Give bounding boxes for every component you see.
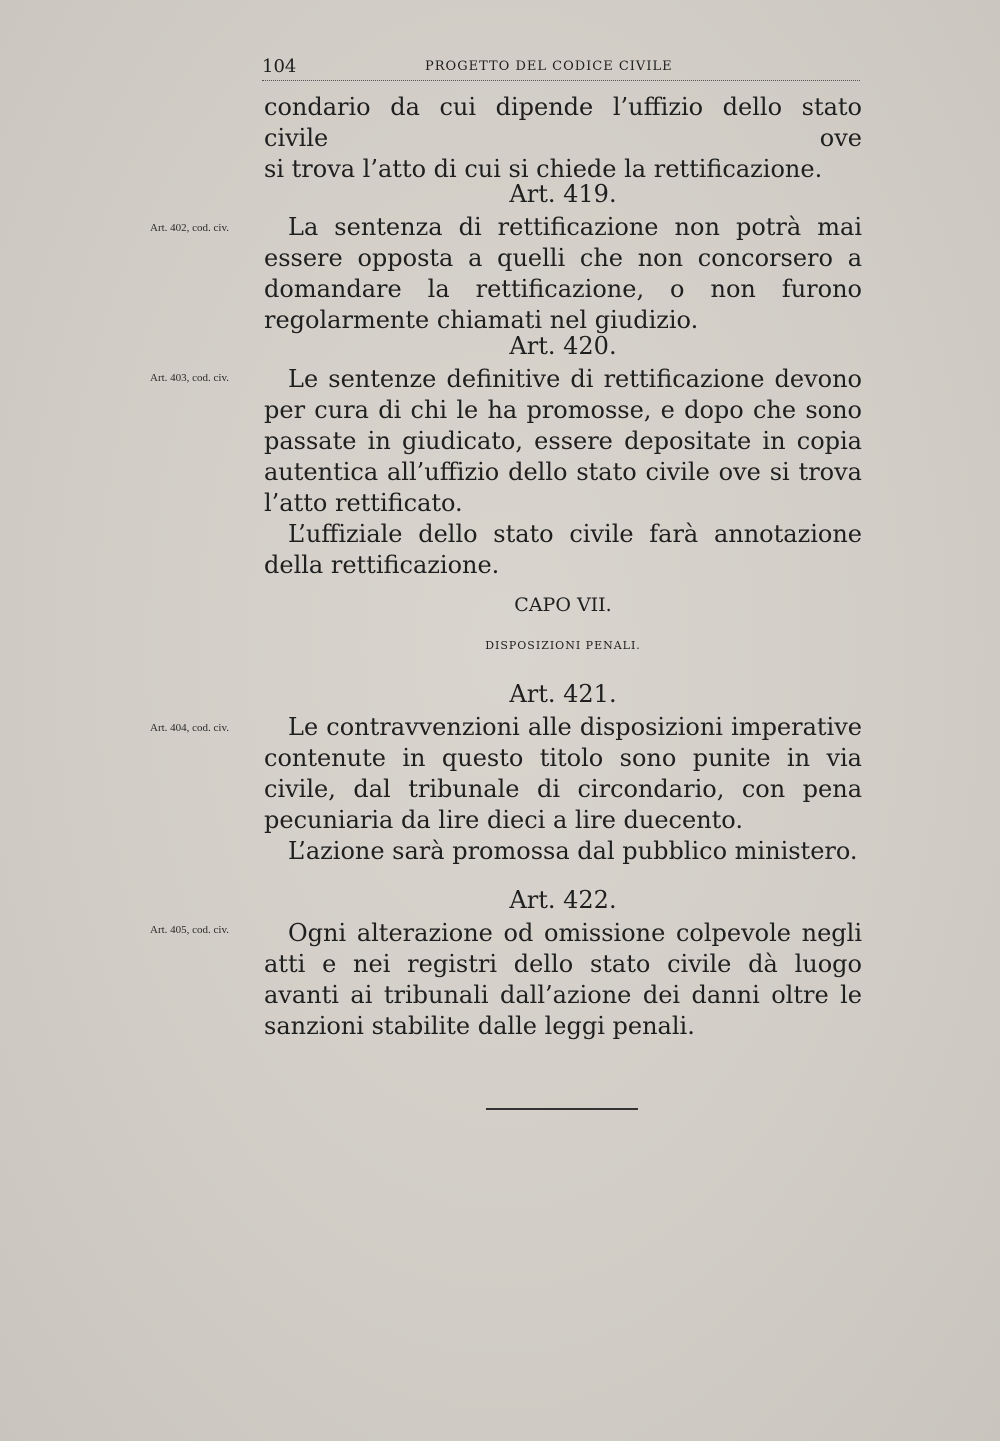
- article-paragraph: La sentenza di rettificazione non potrà mai essere opposta a quelli che non concorsero a domandare la rettificazione, o non furono regolarmente chiamati nel giudizio.: [264, 213, 862, 334]
- end-rule: [486, 1108, 638, 1110]
- continuation-line: condario da cui dipende l’uffizio dello stato civile ove: [264, 93, 862, 152]
- continuation-text: [264, 92, 862, 185]
- article-paragraph: Le contravvenzioni alle disposizioni imperative contenute in questo titolo sono punite in via civile, dal tribunale di circondario, con pena pecuniaria da lire dieci a lire duecento.: [264, 713, 862, 834]
- article-heading: Art. 422.: [509, 886, 617, 914]
- margin-note: Art. 404, cod. civ.: [150, 722, 230, 734]
- article-paragraph: Le sentenze definitive di rettificazione devono per cura di chi le ha promosse, e dopo che sono passate in giudicato, essere depositate in copia autentica all’uffizio dello stato civile ove si trova l’atto rettificato.: [264, 365, 862, 517]
- article-heading: Art. 421.: [509, 680, 617, 708]
- page-header: [262, 56, 860, 78]
- margin-note: Art. 405, cod. civ.: [150, 924, 230, 936]
- header-rule: [262, 80, 860, 81]
- article-heading: Art. 420.: [509, 332, 617, 360]
- margin-note: Art. 402, cod. civ.: [150, 222, 230, 234]
- article-422: [264, 886, 862, 1042]
- article-paragraph: Ogni alterazione od omissione colpevole negli atti e nei registri dello stato civile dà luogo avanti ai tribunali dall’azione dei danni oltre le sanzioni stabilite dalle leggi penali.: [264, 919, 862, 1040]
- continuation-line: si trova l’atto di cui si chiede la rettificazione.: [264, 155, 823, 183]
- article-421: [264, 680, 862, 867]
- running-title: PROGETTO DEL CODICE CIVILE: [425, 59, 673, 74]
- page-number: 104: [262, 56, 297, 77]
- margin-note: Art. 403, cod. civ.: [150, 372, 230, 384]
- article-419: [264, 180, 862, 336]
- chapter-title: CAPO VII.: [514, 594, 612, 616]
- chapter-heading: [264, 594, 862, 664]
- article-paragraph: L’uffiziale dello stato civile farà annotazione della rettificazione.: [264, 520, 862, 579]
- article-420: [264, 332, 862, 581]
- article-heading: Art. 419.: [509, 180, 617, 208]
- chapter-subtitle: DISPOSIZIONI PENALI.: [485, 639, 641, 652]
- article-paragraph: L’azione sarà promossa dal pubblico ministero.: [288, 837, 858, 865]
